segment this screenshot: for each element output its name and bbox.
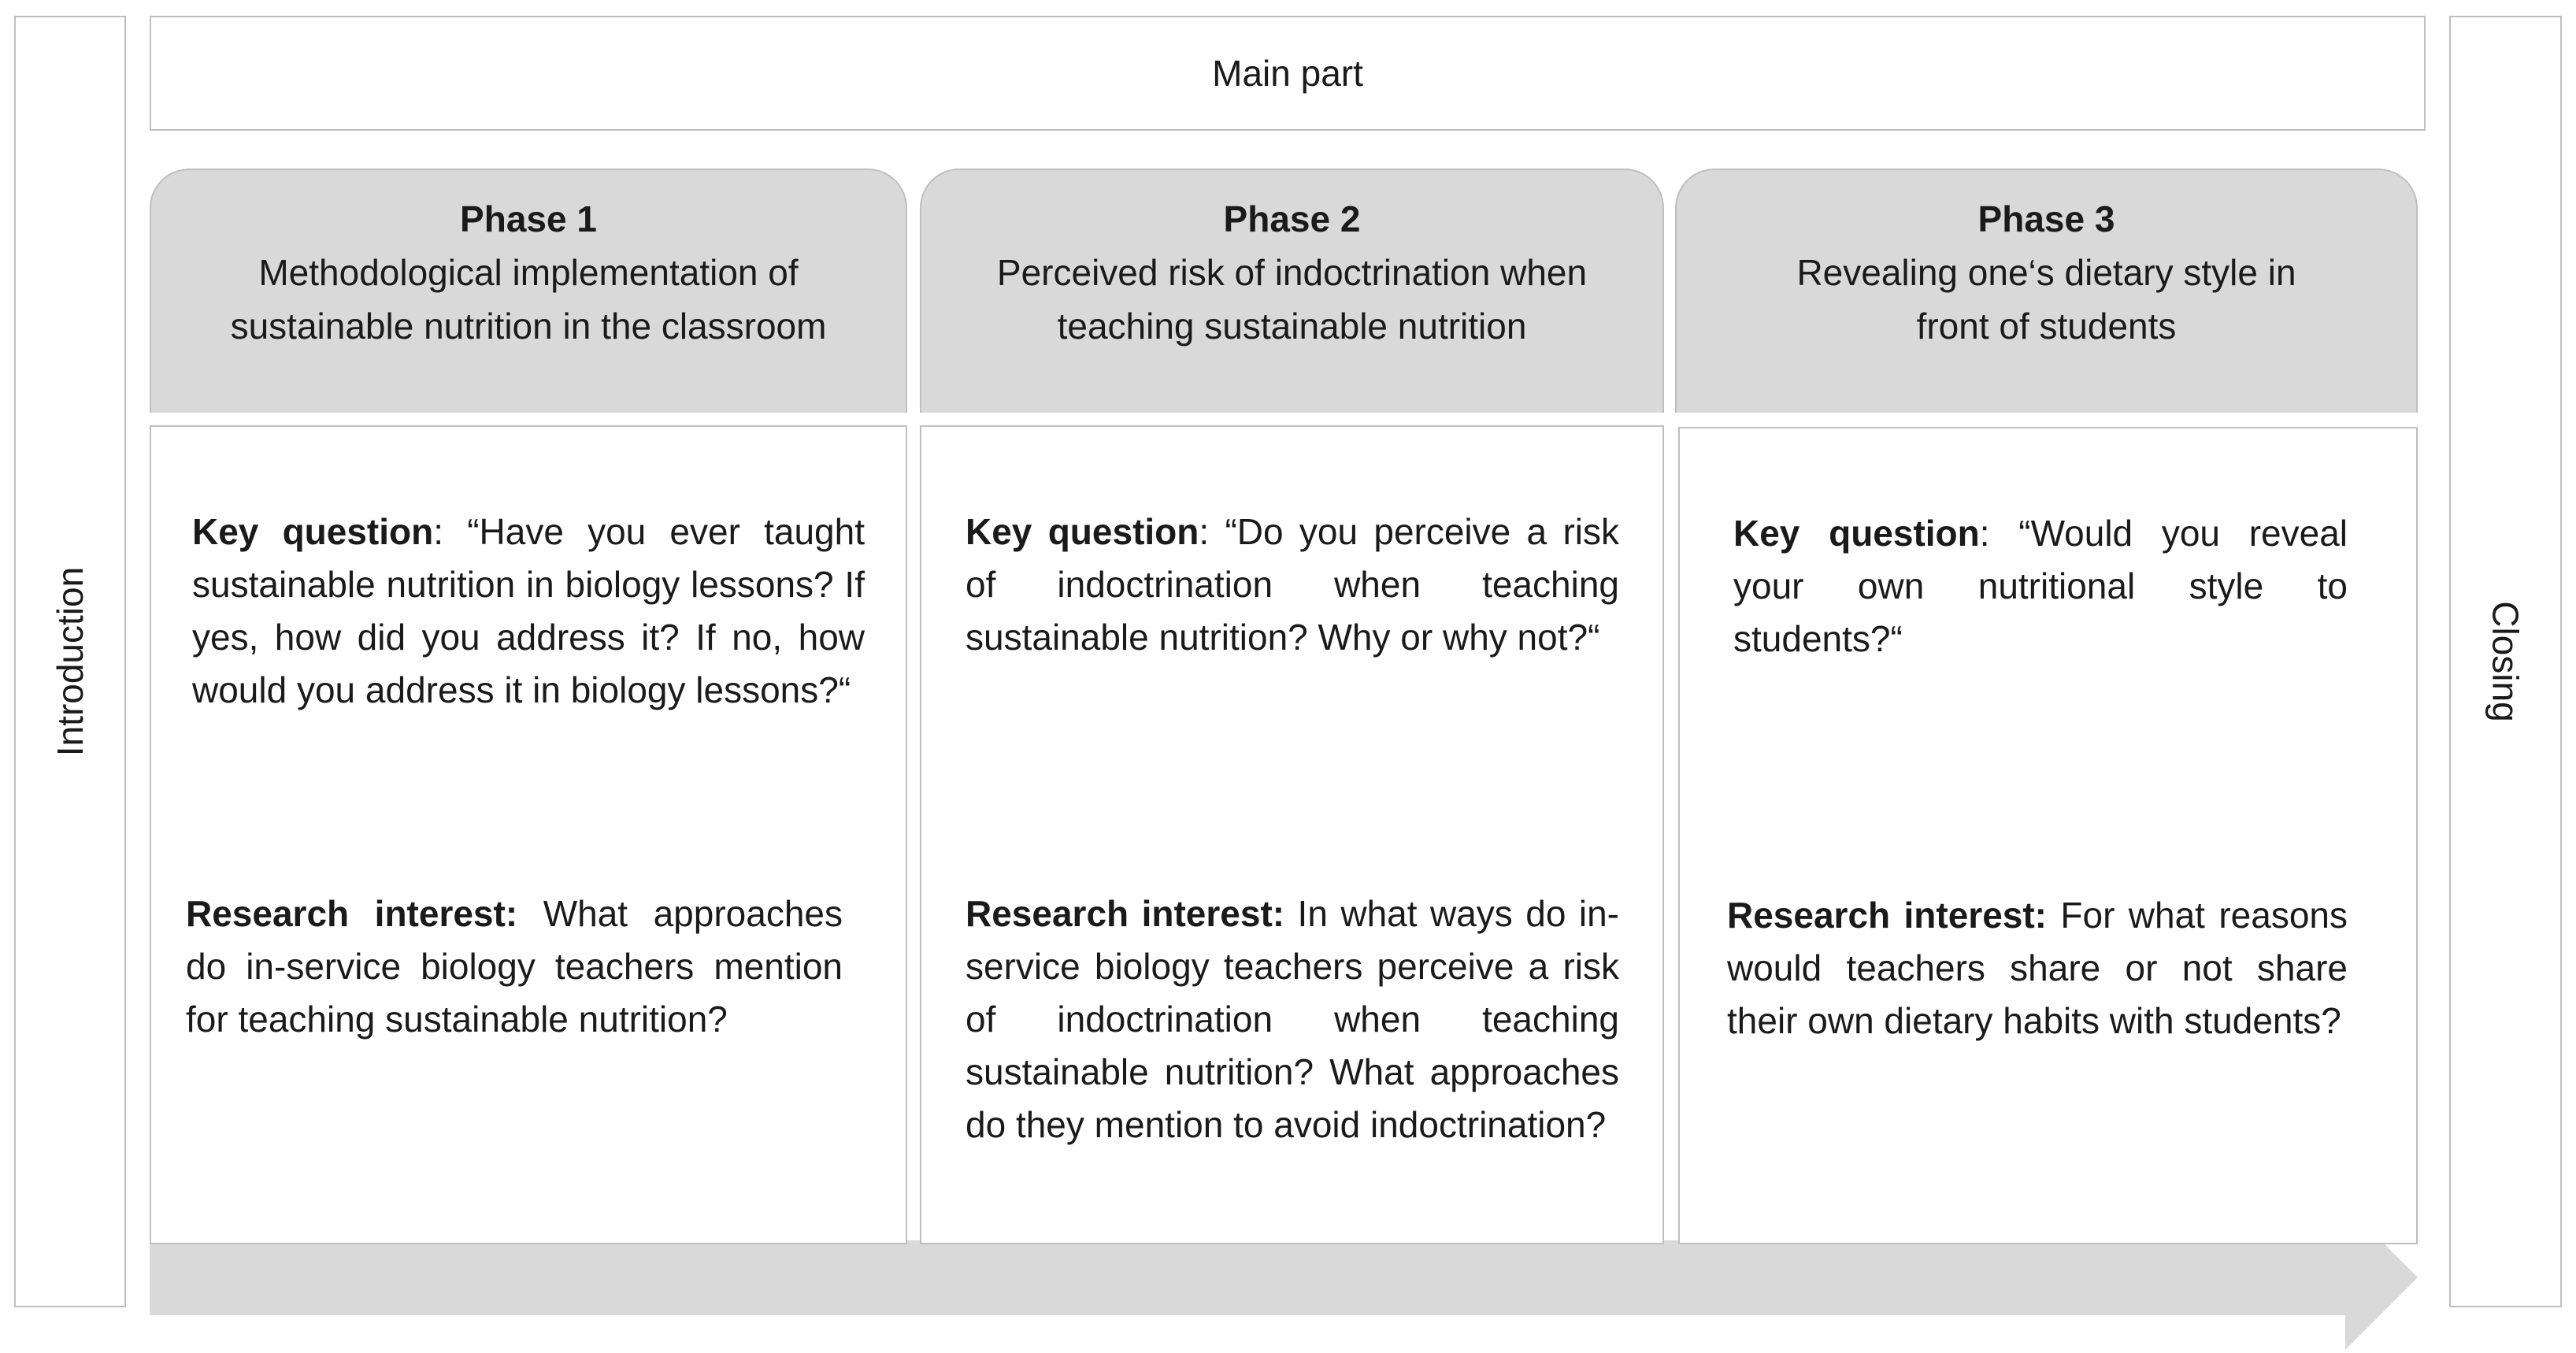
phase-1-key-question [192,506,865,717]
phase-3-research-interest [1727,889,2348,1047]
introduction-label: Introduction [50,566,91,757]
phase-3-key-text: : “Would you reveal your own nutritional style to students?“ [1733,513,2348,659]
phase-3-header [1675,169,2418,413]
phase-1-title: Phase 1 [460,198,597,239]
phase-2-research-text: In what ways do in-service biology teachers perceive a risk of indoctrination when teaching sustainable nutrition? What approaches do they mention to avoid indoctrination? [966,893,1619,1145]
phase-3-research-text: For what reasons would teachers share or not share their own dietary habits with students? [1727,895,2348,1041]
phase-1-header [150,169,907,413]
phase-2-key-label: Key question [966,511,1199,552]
phase-2-research-label: Research interest: [966,893,1285,934]
phase-3-key-question [1733,507,2348,665]
phase-2-key-question [966,506,1619,664]
phase-1-research-interest [186,888,843,1046]
phase-1-subtitle: Methodological implementation of sustainable nutrition in the classroom [230,252,827,347]
main-part-label: Main part [1212,53,1363,94]
phase-2-body [920,425,1664,1244]
phase-1-key-text: : “Have you ever taught sustainable nutrition in biology lessons? If yes, how did you address it? If no, how would you address it in biology lessons?“ [192,511,865,710]
closing-label: Closing [2485,601,2526,722]
phase-1-body [150,425,907,1244]
phase-1-research-text: What approaches do in-service biology teachers mention for teaching sustainable nutrition? [186,893,843,1040]
phase-1-key-label: Key question [192,511,434,552]
phase-3-body [1678,427,2418,1244]
phase-1-research-label: Research interest: [186,893,518,934]
phase-3-title: Phase 3 [1977,198,2115,239]
phase-2-research-interest [966,888,1619,1151]
phase-2-subtitle: Perceived risk of indoctrination when teaching sustainable nutrition [996,252,1588,347]
phase-2-header [920,169,1664,413]
phase-2-title: Phase 2 [1223,198,1361,239]
phase-3-key-label: Key question [1733,513,1980,554]
phase-3-subtitle: Revealing one‘s dietary style in front of students [1796,252,2296,347]
phase-2-key-text: : “Do you perceive a risk of indoctrination when teaching sustainable nutrition? Why or why not?“ [966,511,1619,658]
phase-3-research-label: Research interest: [1727,895,2048,936]
